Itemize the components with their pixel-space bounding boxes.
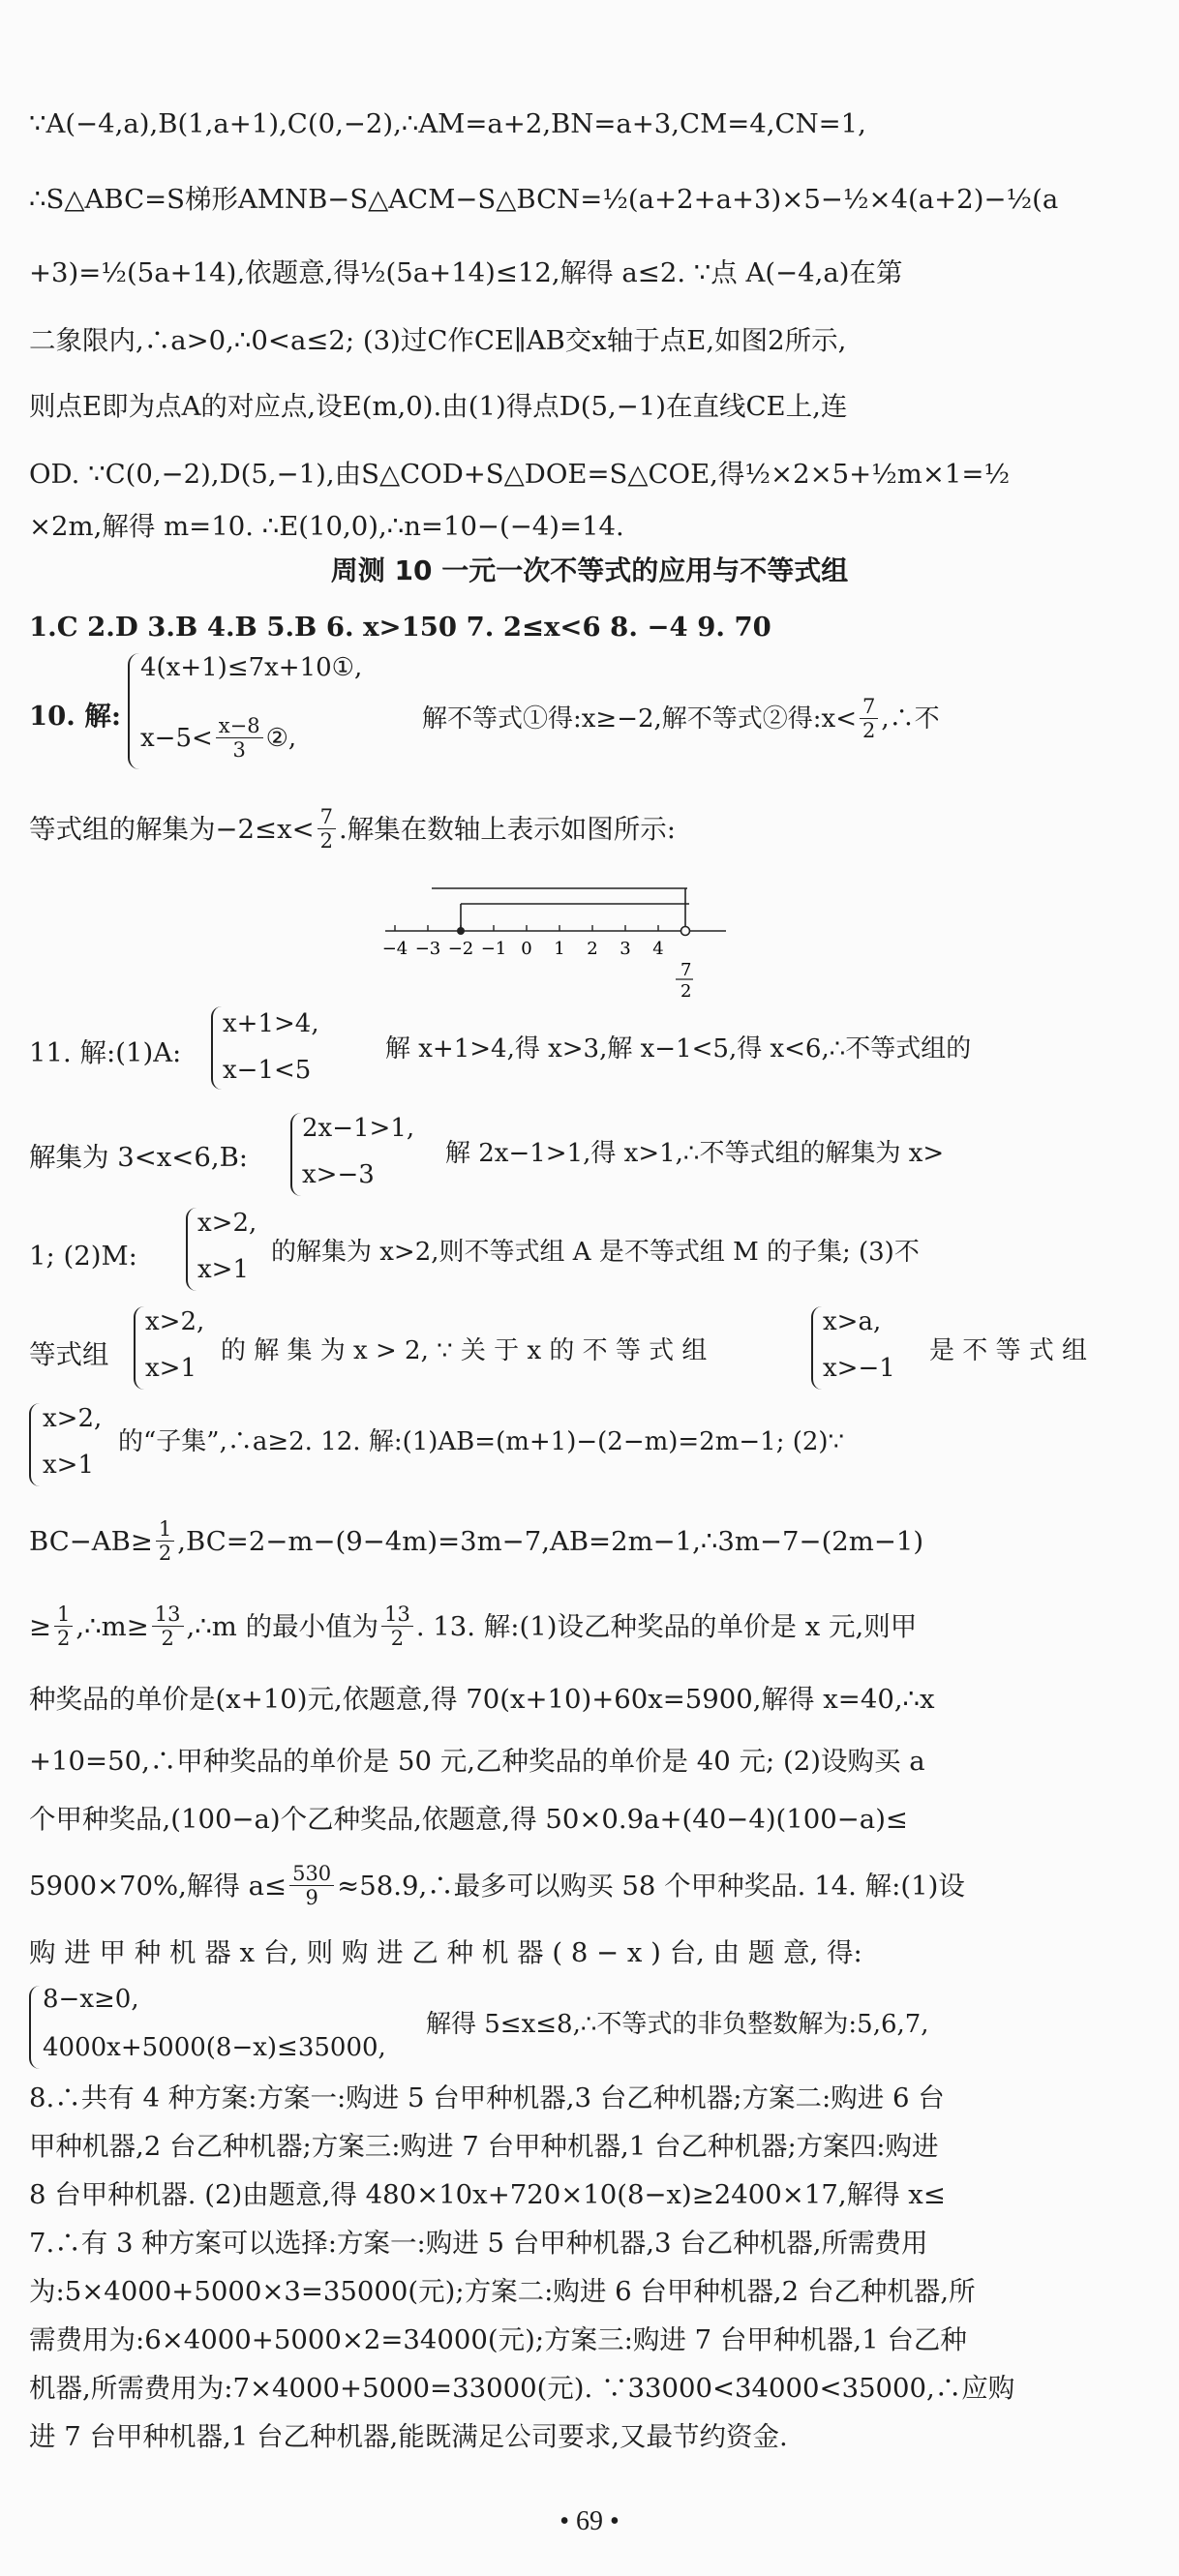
q11-text2: 解 2x−1>1,得 x>1,∴不等式组的解集为 x> — [445, 1139, 945, 1168]
q11-sys3-a: x>2, — [43, 1404, 103, 1433]
q11-sys3-b: x>1 — [43, 1451, 94, 1480]
text-line: 7.∴有 3 种方案可以选择:方案一:购进 5 台甲种机器,3 台乙种机器,所需费用 — [29, 2228, 928, 2259]
system-brace — [29, 1403, 40, 1486]
q10-ineq-2: x−5< x−8 3 ②, — [140, 714, 297, 762]
q13-line4: 5900×70%,解得 a≤ $\frac{530}{9}$ ≈58.9,∴最多可以购买 58 个甲种奖品. 14. 解:(1)设 — [29, 1862, 965, 1909]
q11-line4: 等式组 — [29, 1339, 109, 1370]
q11-q12-text: 的“子集”,∴a≥2. 12. 解:(1)AB=(m+1)−(2−m)=2m−1; (2)∵ — [118, 1427, 845, 1456]
q11-text3: 的解集为 x>2,则不等式组 A 是不等式组 M 的子集; (3)不 — [271, 1238, 920, 1267]
text-line: 种奖品的单价是(x+10)元,依题意,得 70(x+10)+60x=5900,解得 x=40,∴x — [29, 1684, 935, 1715]
q11-label: 11. 解:(1)A: — [29, 1037, 182, 1068]
text-line: 8 台甲种机器. (2)由题意,得 480×10x+720×10(8−x)≥2400×17,解得 x≤ — [29, 2179, 946, 2210]
system-brace — [134, 1306, 144, 1390]
text-line: 需费用为:6×4000+5000×2=34000(元);方案三:购进 7 台甲种机器,1 台乙种 — [29, 2324, 967, 2355]
q11-line2: 解集为 3<x<6,B: — [29, 1142, 249, 1173]
q14-text: 解得 5≤x≤8,∴不等式的非负整数解为:5,6,7, — [426, 2010, 929, 2039]
mark-label-den: 2 — [680, 981, 692, 997]
section-title: 周测 10 一元一次不等式的应用与不等式组 — [330, 554, 849, 586]
text-line: 购 进 甲 种 机 器 x 台, 则 购 进 乙 种 机 器 ( 8 − x ) 台, 由 题 意, 得: — [29, 1937, 862, 1968]
q11-sys3-b: x>1 — [145, 1354, 196, 1383]
text-line: 则点E即为点A的对应点,设E(m,0).由(1)得点D(5,−1)在直线CE上,连 — [29, 391, 848, 422]
text-line: 机器,所需费用为:7×4000+5000=33000(元). ∵33000<34000<35000,∴应购 — [29, 2373, 1015, 2404]
q11-sys3-b: x>1 — [197, 1255, 249, 1284]
q10-text: 解不等式①得:x≥−2,解不等式②得:x< 7 2 ,∴不 — [422, 695, 940, 742]
tick-label: 2 — [587, 939, 598, 959]
q11-sys2-b: x>−3 — [302, 1160, 375, 1189]
text-line: OD. ∵C(0,−2),D(5,−1),由S△COD+S△DOE=S△COE,得½×2×5+½m×1=½ — [29, 459, 1011, 490]
system-brace — [186, 1208, 196, 1291]
q10-ineq-1: 4(x+1)≤7x+10①, — [140, 653, 363, 682]
text-line: 进 7 台甲种机器,1 台乙种机器,能既满足公司要求,又最节约资金. — [29, 2421, 788, 2452]
text-line: +3)=½(5a+14),依题意,得½(5a+14)≤12,解得 a≤2. ∵点 A(−4,a)在第 — [29, 257, 903, 288]
text-line: ∴S△ABC=S梯形AMNB−S△ACM−S△BCN=½(a+2+a+3)×5−½×4(a+2)−½(a — [29, 184, 1059, 215]
q11-text5: 是 不 等 式 组 — [929, 1336, 1088, 1365]
fraction: x−8 3 — [216, 714, 263, 762]
tick-label: 3 — [620, 939, 631, 959]
tick-label: −3 — [414, 939, 441, 959]
q11-text: 解 x+1>4,得 x>3,解 x−1<5,得 x<6,∴不等式组的 — [385, 1034, 972, 1063]
q11-sys3-a: x>2, — [197, 1209, 257, 1238]
system-brace — [29, 1986, 40, 2069]
answer-line: 1.C 2.D 3.B 4.B 5.B 6. x>150 7. 2≤x<6 8. −4 9. 70 — [29, 612, 771, 643]
tick-label: −4 — [381, 939, 408, 959]
text-line: +10=50,∴甲种奖品的单价是 50 元,乙种奖品的单价是 40 元; (2)设购买 a — [29, 1746, 925, 1777]
q11-sys4-b: x>−1 — [823, 1354, 895, 1383]
text-line: 为:5×4000+5000×3=35000(元);方案二:购进 6 台甲种机器,2 台乙种机器,所 — [29, 2276, 976, 2307]
tick-label: −1 — [480, 939, 507, 959]
mark-label-num: 7 — [680, 960, 692, 980]
q11-line3: 1; (2)M: — [29, 1241, 137, 1272]
q10-line2: 等式组的解集为−2≤x< 7 2 .解集在数轴上表示如图所示: — [29, 805, 677, 853]
q11-sys3-a: x>2, — [145, 1307, 205, 1336]
text-line: 个甲种奖品,(100−a)个乙种奖品,依题意,得 50×0.9a+(40−4)(100−a)≤ — [29, 1804, 908, 1835]
page-number: • 69 • — [559, 2506, 620, 2536]
q11-sys1-a: x+1>4, — [223, 1009, 319, 1038]
tick-label: −2 — [447, 939, 474, 959]
q11-sys1-b: x−1<5 — [223, 1056, 312, 1085]
q11-sys2-a: 2x−1>1, — [302, 1114, 415, 1143]
q12-line1: BC−AB≥ $\frac{1}{2}$ ,BC=2−m−(9−4m)=3m−7,AB=2m−1,∴3m−7−(2m−1) — [29, 1517, 924, 1565]
q14-sys-b: 4000x+5000(8−x)≤35000, — [43, 2033, 386, 2062]
number-line — [378, 861, 745, 997]
text-line: 二象限内,∴a>0,∴0<a≤2; (3)过C作CE∥AB交x轴于点E,如图2所示, — [29, 325, 847, 356]
q11-sys4-a: x>a, — [823, 1307, 882, 1336]
tick-label: 4 — [652, 939, 664, 959]
text-line: 甲种机器,2 台乙种机器;方案三:购进 7 台甲种机器,1 台乙种机器;方案四:购进 — [29, 2131, 939, 2162]
text-line: ∵A(−4,a),B(1,a+1),C(0,−2),∴AM=a+2,BN=a+3,CM=4,CN=1, — [29, 108, 866, 139]
q14-sys-a: 8−x≥0, — [43, 1985, 139, 2014]
text-line: ×2m,解得 m=10. ∴E(10,0),∴n=10−(−4)=14. — [29, 511, 624, 542]
open-endpoint — [681, 927, 690, 936]
q12-line2: ≥ $\frac{1}{2}$ ,∴m≥ $\frac{13}{2}$ ,∴m 的最小值为 13 2 . 13. 解:(1)设乙种奖品的单价是 x 元,则甲 — [29, 1603, 918, 1650]
tick-label: 0 — [521, 939, 532, 959]
q10-label: 10. 解: — [29, 701, 122, 732]
system-brace — [811, 1306, 822, 1390]
tick-label: 1 — [554, 939, 565, 959]
system-brace — [128, 653, 139, 769]
system-brace — [290, 1113, 301, 1196]
system-brace — [211, 1006, 222, 1090]
text-line: 8.∴共有 4 种方案:方案一:购进 5 台甲种机器,3 台乙种机器;方案二:购进 6 台 — [29, 2082, 945, 2113]
q11-text4: 的 解 集 为 x > 2, ∵ 关 于 x 的 不 等 式 组 — [221, 1336, 708, 1365]
